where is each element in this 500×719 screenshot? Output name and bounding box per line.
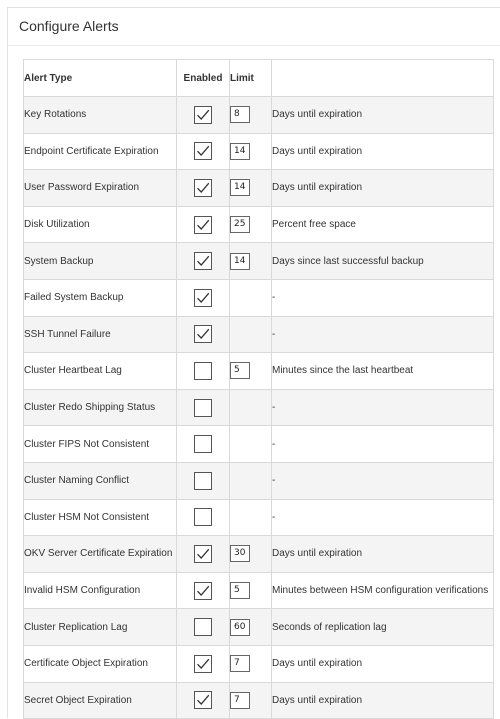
enabled-checkbox[interactable] bbox=[194, 362, 212, 380]
table-row bbox=[24, 572, 494, 609]
limit-cell bbox=[230, 536, 272, 573]
enabled-cell bbox=[177, 279, 230, 316]
enabled-checkbox[interactable] bbox=[194, 216, 212, 234]
checkmark-icon bbox=[196, 144, 210, 158]
table-row bbox=[24, 609, 494, 646]
divider bbox=[8, 45, 500, 46]
alert-type-label: System Backup bbox=[24, 243, 177, 280]
limit-description: Percent free space bbox=[272, 206, 494, 243]
limit-cell bbox=[230, 353, 272, 390]
table-row bbox=[24, 389, 494, 426]
alert-type-label: OKV Server Certificate Expiration bbox=[24, 536, 177, 573]
enabled-cell bbox=[177, 316, 230, 353]
header-limit: Limit bbox=[230, 60, 272, 97]
header-description bbox=[272, 60, 494, 97]
alert-type-label: Secret Object Expiration bbox=[24, 682, 177, 719]
panel-title: Configure Alerts bbox=[19, 18, 119, 34]
enabled-cell bbox=[177, 206, 230, 243]
limit-cell bbox=[230, 279, 272, 316]
checkmark-icon bbox=[196, 254, 210, 268]
enabled-cell bbox=[177, 426, 230, 463]
limit-description: - bbox=[272, 426, 494, 463]
limit-cell bbox=[230, 133, 272, 170]
limit-input[interactable]: 7 bbox=[230, 692, 250, 709]
table-row bbox=[24, 499, 494, 536]
limit-input[interactable]: 25 bbox=[230, 216, 250, 233]
table-row bbox=[24, 426, 494, 463]
checkmark-icon bbox=[196, 218, 210, 232]
limit-description: Days until expiration bbox=[272, 133, 494, 170]
checkmark-icon bbox=[196, 327, 210, 341]
limit-input[interactable]: 14 bbox=[230, 143, 250, 160]
enabled-checkbox[interactable] bbox=[194, 435, 212, 453]
limit-description: Seconds of replication lag bbox=[272, 609, 494, 646]
enabled-cell bbox=[177, 97, 230, 134]
enabled-checkbox[interactable] bbox=[194, 691, 212, 709]
enabled-checkbox[interactable] bbox=[194, 325, 212, 343]
limit-description: - bbox=[272, 279, 494, 316]
limit-description: - bbox=[272, 316, 494, 353]
checkmark-icon bbox=[196, 584, 210, 598]
limit-description: Days until expiration bbox=[272, 536, 494, 573]
alert-type-label: Cluster Redo Shipping Status bbox=[24, 389, 177, 426]
alert-type-label: Failed System Backup bbox=[24, 279, 177, 316]
checkmark-icon bbox=[196, 693, 210, 707]
enabled-cell bbox=[177, 536, 230, 573]
table-row bbox=[24, 353, 494, 390]
checkmark-icon bbox=[196, 547, 210, 561]
limit-description: - bbox=[272, 389, 494, 426]
limit-input[interactable]: 30 bbox=[230, 545, 250, 562]
alert-type-label: Certificate Object Expiration bbox=[24, 645, 177, 682]
enabled-checkbox[interactable] bbox=[194, 508, 212, 526]
enabled-cell bbox=[177, 133, 230, 170]
alert-type-label: Key Rotations bbox=[24, 97, 177, 134]
limit-input[interactable]: 14 bbox=[230, 179, 250, 196]
limit-description: Days until expiration bbox=[272, 170, 494, 207]
enabled-checkbox[interactable] bbox=[194, 179, 212, 197]
enabled-cell bbox=[177, 170, 230, 207]
alert-type-label: Cluster HSM Not Consistent bbox=[24, 499, 177, 536]
limit-input[interactable]: 14 bbox=[230, 253, 250, 270]
limit-input[interactable]: 7 bbox=[230, 655, 250, 672]
table-row bbox=[24, 97, 494, 134]
table-row bbox=[24, 536, 494, 573]
enabled-cell bbox=[177, 389, 230, 426]
table-header-row bbox=[24, 60, 494, 97]
limit-description: Days until expiration bbox=[272, 682, 494, 719]
limit-cell bbox=[230, 426, 272, 463]
enabled-checkbox[interactable] bbox=[194, 472, 212, 490]
alert-type-label: Cluster Heartbeat Lag bbox=[24, 353, 177, 390]
limit-cell bbox=[230, 316, 272, 353]
enabled-checkbox[interactable] bbox=[194, 655, 212, 673]
limit-cell bbox=[230, 206, 272, 243]
table-row bbox=[24, 170, 494, 207]
limit-description: Days until expiration bbox=[272, 97, 494, 134]
enabled-checkbox[interactable] bbox=[194, 106, 212, 124]
limit-description: - bbox=[272, 462, 494, 499]
checkmark-icon bbox=[196, 657, 210, 671]
alert-type-label: Cluster Naming Conflict bbox=[24, 462, 177, 499]
alert-type-label: SSH Tunnel Failure bbox=[24, 316, 177, 353]
limit-description: Days since last successful backup bbox=[272, 243, 494, 280]
limit-cell bbox=[230, 170, 272, 207]
limit-cell bbox=[230, 462, 272, 499]
limit-cell bbox=[230, 572, 272, 609]
configure-alerts-panel bbox=[7, 7, 500, 718]
enabled-cell bbox=[177, 645, 230, 682]
alert-type-label: Invalid HSM Configuration bbox=[24, 572, 177, 609]
enabled-cell bbox=[177, 353, 230, 390]
limit-cell bbox=[230, 609, 272, 646]
table-row bbox=[24, 682, 494, 719]
alert-rows bbox=[24, 97, 494, 719]
limit-input[interactable]: 5 bbox=[230, 362, 250, 379]
limit-description: Minutes since the last heartbeat bbox=[272, 353, 494, 390]
alert-type-label: Disk Utilization bbox=[24, 206, 177, 243]
checkmark-icon bbox=[196, 291, 210, 305]
limit-cell bbox=[230, 499, 272, 536]
table-row bbox=[24, 133, 494, 170]
checkmark-icon bbox=[196, 108, 210, 122]
enabled-checkbox[interactable] bbox=[194, 289, 212, 307]
alert-type-label: Cluster FIPS Not Consistent bbox=[24, 426, 177, 463]
alert-type-label: Endpoint Certificate Expiration bbox=[24, 133, 177, 170]
limit-input[interactable]: 8 bbox=[230, 106, 250, 123]
enabled-checkbox[interactable] bbox=[194, 618, 212, 636]
alerts-table bbox=[23, 59, 494, 719]
table-row bbox=[24, 243, 494, 280]
enabled-cell bbox=[177, 609, 230, 646]
table-row bbox=[24, 279, 494, 316]
limit-cell bbox=[230, 682, 272, 719]
limit-input[interactable]: 5 bbox=[230, 582, 250, 599]
limit-cell bbox=[230, 243, 272, 280]
limit-description: Minutes between HSM configuration verifications bbox=[272, 572, 494, 609]
enabled-checkbox[interactable] bbox=[194, 582, 212, 600]
limit-description: Days until expiration bbox=[272, 645, 494, 682]
enabled-cell bbox=[177, 499, 230, 536]
table-row bbox=[24, 316, 494, 353]
table-row bbox=[24, 206, 494, 243]
alert-type-label: User Password Expiration bbox=[24, 170, 177, 207]
limit-description: - bbox=[272, 499, 494, 536]
alert-type-label: Cluster Replication Lag bbox=[24, 609, 177, 646]
enabled-checkbox[interactable] bbox=[194, 399, 212, 417]
enabled-checkbox[interactable] bbox=[194, 545, 212, 563]
limit-cell bbox=[230, 645, 272, 682]
enabled-cell bbox=[177, 682, 230, 719]
enabled-checkbox[interactable] bbox=[194, 252, 212, 270]
table-row bbox=[24, 462, 494, 499]
table-row bbox=[24, 645, 494, 682]
checkmark-icon bbox=[196, 181, 210, 195]
enabled-cell bbox=[177, 572, 230, 609]
enabled-cell bbox=[177, 462, 230, 499]
header-enabled: Enabled bbox=[177, 60, 230, 97]
limit-cell bbox=[230, 97, 272, 134]
header-alert-type: Alert Type bbox=[24, 60, 177, 97]
enabled-checkbox[interactable] bbox=[194, 142, 212, 160]
limit-cell bbox=[230, 389, 272, 426]
limit-input[interactable]: 60 bbox=[230, 619, 250, 636]
enabled-cell bbox=[177, 243, 230, 280]
